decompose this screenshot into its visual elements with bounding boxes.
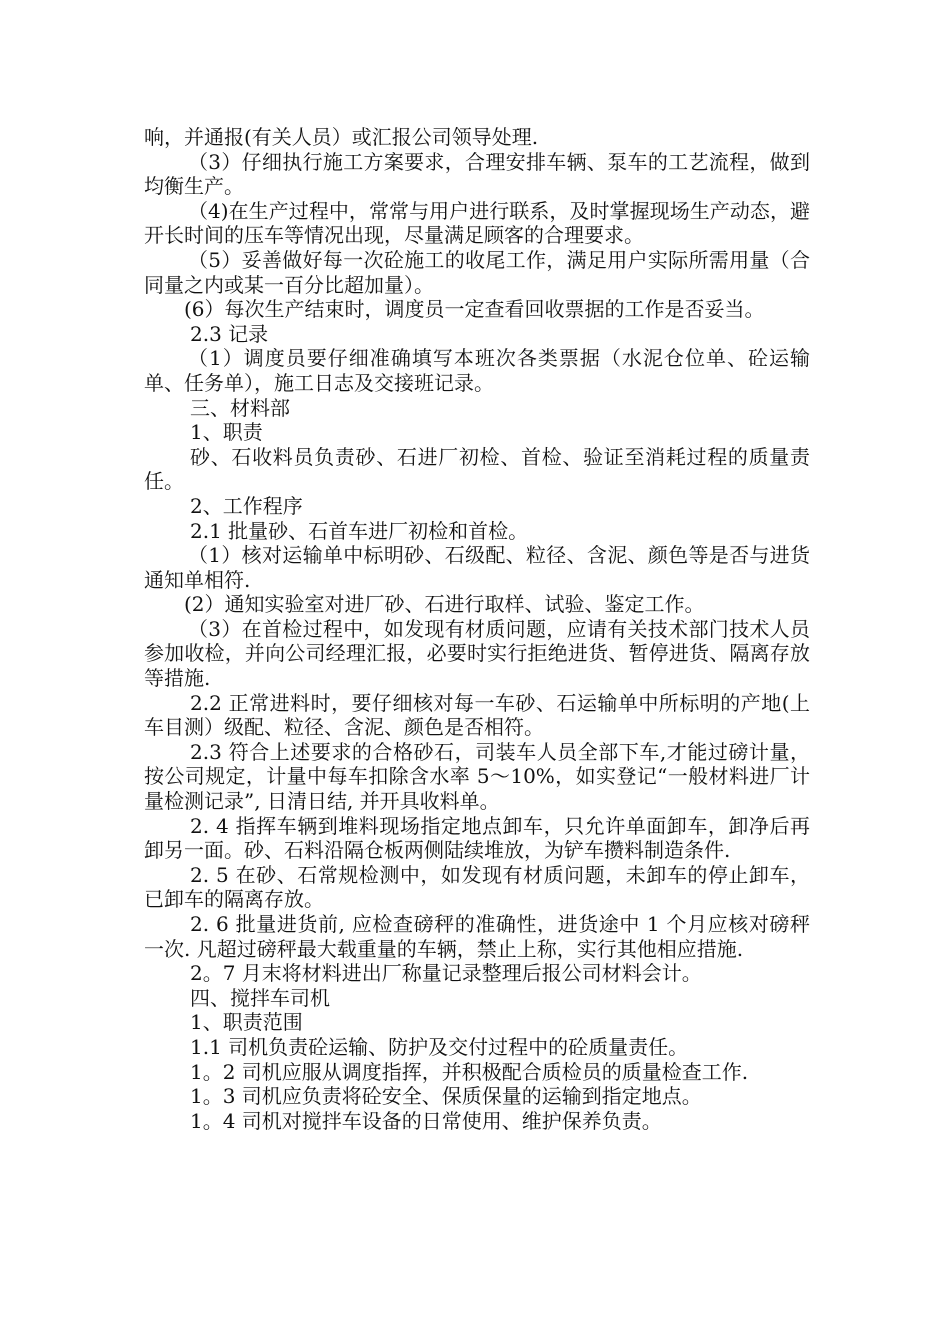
section-heading: 1、职责范围	[190, 1010, 303, 1035]
paragraph: （3）在首检过程中，如发现有材质问题，应请有关技术部门技术人员参加收检，并向公司经理汇报，必要时实行拒绝进货、暂停进货、隔离存放等措施.	[144, 616, 810, 691]
paragraph: （1）核对运输单中标明砂、石级配、粒径、含泥、颜色等是否与进货通知单相符.	[144, 543, 810, 592]
paragraph: 2. 6 批量进货前, 应检查磅秤的准确性，进货途中 1 个月应核对磅秤一次. 凡超过磅秤最大载重量的车辆，禁止上称，实行其他相应措施.	[144, 912, 810, 961]
paragraph: 1。4 司机对搅拌车设备的日常使用、维护保养负责。	[190, 1108, 662, 1133]
paragraph: 2.1 批量砂、石首车进厂初检和首检。	[190, 518, 529, 543]
section-heading: 1、职责	[190, 420, 263, 445]
paragraph: (2）通知实验室对进厂砂、石进行取样、试验、鉴定工作。	[184, 592, 705, 617]
paragraph: （5）妥善做好每一次砼施工的收尾工作，满足用户实际所需用量（合同量之内或某一百分比超加量）。	[144, 247, 810, 297]
document-body	[144, 125, 810, 1133]
paragraph: （1）调度员要仔细准确填写本班次各类票据（水泥仓位单、砼运输单、任务单），施工日志及交接班记录。	[144, 346, 810, 395]
section-heading: 2、工作程序	[190, 493, 303, 518]
paragraph: 1。2 司机应服从调度指挥，并积极配合质检员的质量检查工作.	[190, 1059, 749, 1084]
paragraph: 响，并通报(有关人员）或汇报公司领导处理.	[144, 125, 539, 149]
paragraph: 2. 5 在砂、石常规检测中，如发现有材质问题，未卸车的停止卸车，已卸车的隔离存放。	[144, 862, 810, 912]
paragraph: 2。7 月末将材料进出厂称量记录整理后报公司材料会计。	[190, 961, 702, 986]
section-heading: 三、材料部	[190, 395, 290, 420]
section-heading: 2.3 记录	[190, 321, 269, 346]
paragraph: 2. 4 指挥车辆到堆料现场指定地点卸车，只允许单面卸车，卸净后再卸另一面。砂、石料沿隔仓板两侧陆续堆放，为铲车攒料制造条件.	[144, 813, 810, 863]
paragraph: 2.3 符合上述要求的合格砂石，司装车人员全部下车,才能过磅计量，按公司规定，计量中每车扣除含水率 5～10%，如实登记“一般材料进厂计量检测记录”, 日清日结, 并开具收料单。	[144, 739, 810, 814]
paragraph: 1。3 司机应负责将砼安全、保质保量的运输到指定地点。	[190, 1084, 702, 1109]
paragraph: 1.1 司机负责砼运输、防护及交付过程中的砼质量责任。	[190, 1034, 689, 1059]
paragraph: （4)在生产过程中，常常与用户进行联系，及时掌握现场生产动态，避开长时间的压车等情况出现，尽量满足顾客的合理要求。	[144, 198, 810, 248]
paragraph: （3）仔细执行施工方案要求，合理安排车辆、泵车的工艺流程，做到均衡生产。	[144, 149, 810, 199]
paragraph: 2.2 正常进料时，要仔细核对每一车砂、石运输单中所标明的产地(上车目测）级配、粒径、含泥、颜色是否相符。	[144, 690, 810, 740]
paragraph: (6）每次生产结束时，调度员一定查看回收票据的工作是否妥当。	[184, 297, 765, 322]
paragraph: 砂、石收料员负责砂、石进厂初检、首检、验证至消耗过程的质量责任。	[144, 444, 810, 494]
section-heading: 四、搅拌车司机	[190, 985, 330, 1010]
